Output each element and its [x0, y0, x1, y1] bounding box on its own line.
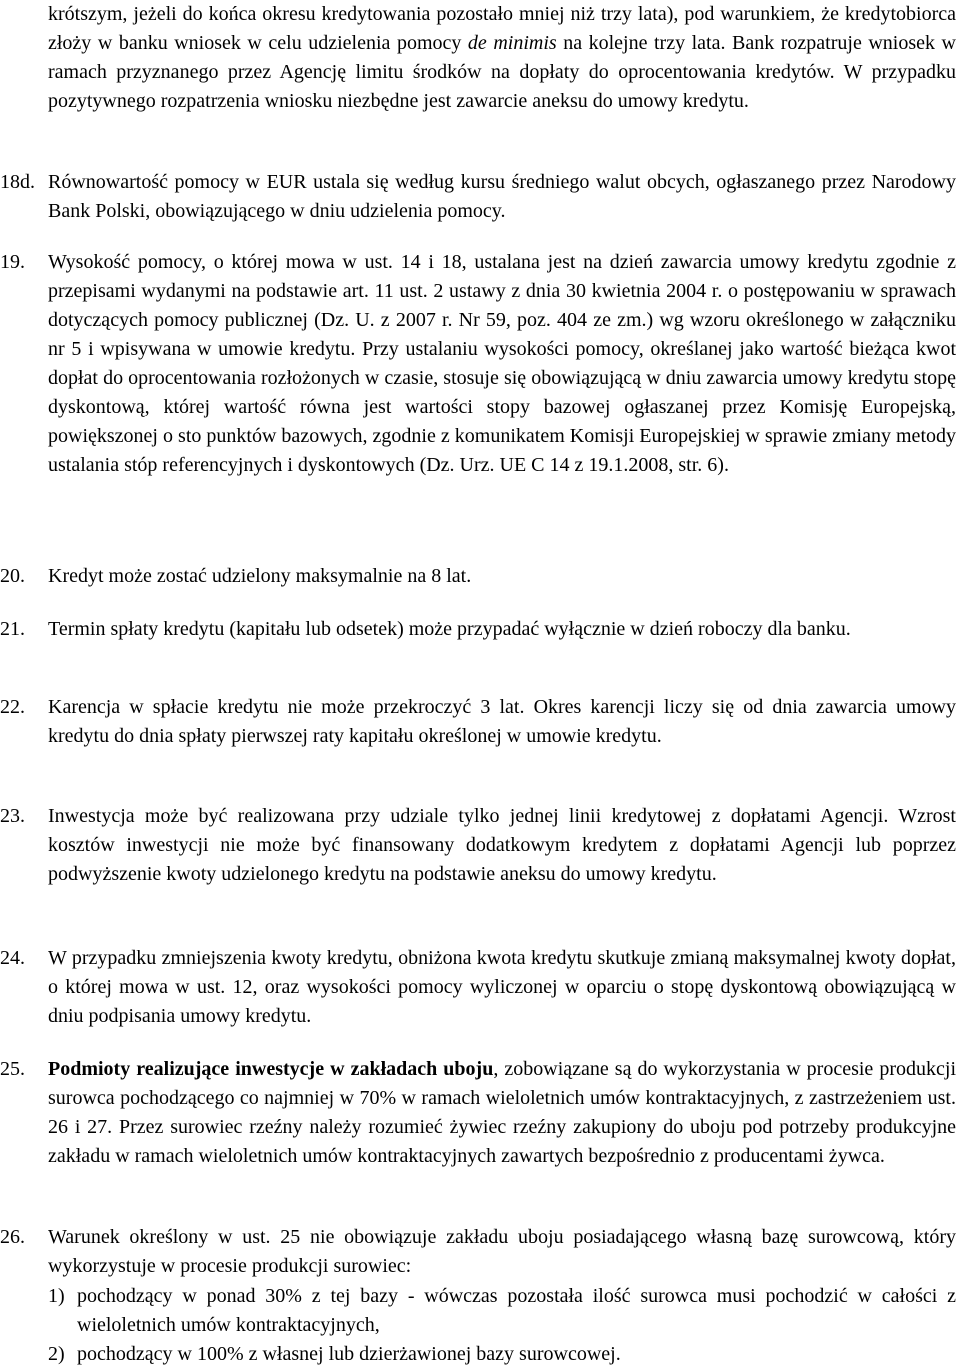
section-20	[0, 562, 956, 591]
sublist-item-1	[48, 1282, 956, 1340]
section-23	[0, 802, 956, 889]
section-text: Równowartość pomocy w EUR ustala się według kursu średniego walut obcych, ogłaszanego przez Narodowy Bank Polski, obowiązującego w dniu udzielenia pomocy.	[48, 171, 956, 222]
section-22	[0, 693, 956, 751]
section-text: Karencja w spłacie kredytu nie może przekroczyć 3 lat. Okres karencji liczy się od dnia zawarcia umowy kredytu do dnia spłaty pierwszej raty kapitału określonej w umowie kredytu.	[48, 696, 956, 747]
section-25	[0, 1055, 956, 1171]
section-24	[0, 944, 956, 1031]
section-bold-heading: Podmioty realizujące inwestycje w zakładach uboju	[48, 1058, 494, 1080]
section-number: 18d.	[0, 171, 35, 193]
section-text: Kredyt może zostać udzielony maksymalnie na 8 lat.	[48, 565, 472, 587]
section-19	[0, 248, 956, 480]
sublist-item-2	[48, 1340, 956, 1369]
paragraph-text: krótszym, jeżeli do końca okresu kredytowania pozostało mniej niż trzy lata), pod warunkiem, że kredytobiorca złoży w banku wniosek w celu udzielenia pomocy	[48, 3, 956, 54]
section-text: Warunek określony w ust. 25 nie obowiązuje zakładu uboju posiadającego własną bazę surowcową, który wykorzystuje w procesie produkcji surowiec:	[48, 1226, 956, 1277]
section-text: Wysokość pomocy, o której mowa w ust. 14 i 18, ustalana jest na dzień zawarcia umowy kredytu zgodnie z przepisami wydanymi na podstawie art. 11 ust. 2 ustawy z dnia 30 kwietnia 2004 r. o postępowaniu w sprawach dotyczących pomocy publicznej (Dz. U. z 2007 r. Nr 59, poz. 404 ze zm.) wg wzoru określonego w załączniku nr 5 i wpisywana w umowie kredytu. Przy ustalaniu wysokości pomocy, określanej jako wartość bieżąca kwot dopłat do oprocentowania rozłożonych w czasie, stosuje się obowiązującą w dniu zawarcia umowy kredytu stopę dyskontową, której wartość równa jest wartości stopy bazowej ogłaszanej przez Komisję Europejską, powiększonej o sto punktów bazowych, zgodnie z komunikatem Komisji Europejskiej w sprawie zmiany metody ustalania stóp referencyjnych i dyskontowych (Dz. Urz. UE C 14 z 19.1.2008, str. 6).	[48, 251, 956, 476]
sublist-text: pochodzący w 100% z własnej lub dzierżawionej bazy surowcowej.	[77, 1343, 621, 1365]
section-18d	[0, 168, 956, 226]
section-text: W przypadku zmniejszenia kwoty kredytu, obniżona kwota kredytu skutkuje zmianą maksymalnej kwoty dopłat, o której mowa w ust. 12, oraz wysokości pomocy wyliczonej w oparciu o stopę dyskontową obowiązującą w dniu podpisania umowy kredytu.	[48, 947, 956, 1027]
section-21	[0, 615, 956, 644]
continued-paragraph	[48, 0, 956, 116]
section-number: 22.	[0, 696, 25, 718]
paragraph-text: na kolejne trzy lata. Bank rozpatruje wniosek w ramach przyznanego przez Agencję limitu środków na dopłaty do oprocentowania kredytów. W przypadku pozytywnego rozpatrzenia wniosku niezbędne jest zawarcie aneksu do umowy kredytu.	[48, 32, 956, 112]
sublist-marker: 1)	[48, 1285, 65, 1307]
section-body: , zobowiązane są do wykorzystania w procesie produkcji surowca pochodzącego co najmniej w 70% w ramach wieloletnich umów kontraktacyjnych, z zastrzeżeniem ust. 26 i 27. Przez surowiec rzeźny należy rozumieć żywiec rzeźny zakupiony do uboju pod potrzeby produkcyjne zakładu w ramach wieloletnich umów kontraktacyjnych zawartych bezpośrednio z producentami żywca.	[48, 1058, 956, 1167]
sublist-marker: 2)	[48, 1343, 65, 1365]
section-number: 26.	[0, 1226, 25, 1248]
section-number: 25.	[0, 1058, 25, 1080]
section-text: Termin spłaty kredytu (kapitału lub odsetek) może przypadać wyłącznie w dzień roboczy dla banku.	[48, 618, 851, 640]
section-number: 24.	[0, 947, 25, 969]
section-text	[48, 1055, 956, 1171]
paragraph-italic-term: de minimis	[467, 32, 557, 54]
sublist-text: pochodzący w ponad 30% z tej bazy - wówczas pozostała ilość surowca musi pochodzić w całości z wieloletnich umów kontraktacyjnych,	[77, 1285, 956, 1336]
section-number: 19.	[0, 251, 25, 273]
section-number: 20.	[0, 565, 25, 587]
section-number: 23.	[0, 805, 25, 827]
section-26	[0, 1223, 956, 1281]
section-text: Inwestycja może być realizowana przy udziale tylko jednej linii kredytowej z dopłatami Agencji. Wzrost kosztów inwestycji nie może być finansowany dodatkowym kredytem z dopłatami Agencji lub poprzez podwyższenie kwoty udzielonego kredytu na podstawie aneksu do umowy kredytu.	[48, 805, 956, 885]
section-number: 21.	[0, 618, 25, 640]
